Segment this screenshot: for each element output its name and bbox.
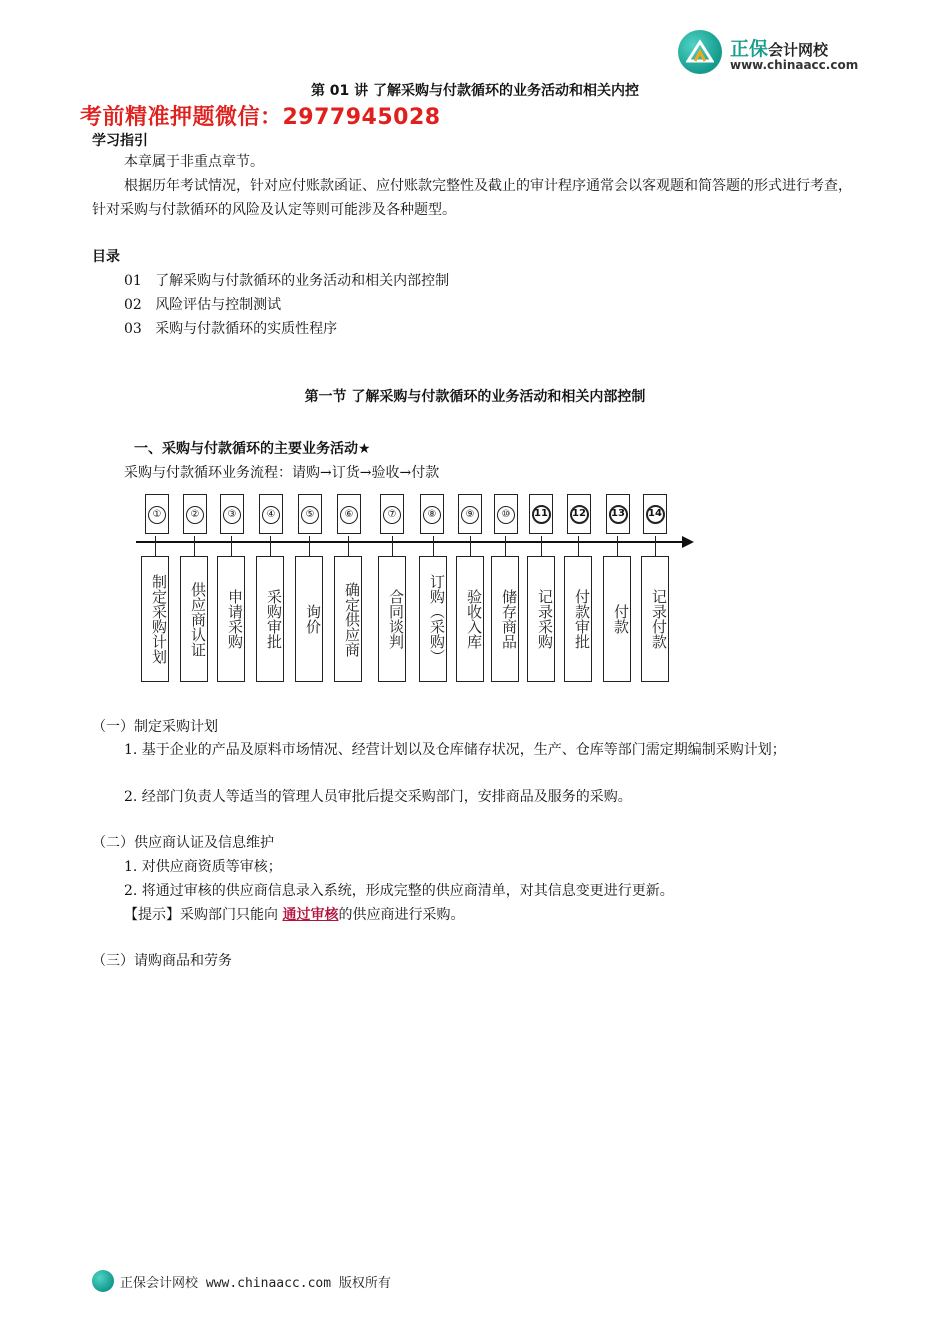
flow-step-number: 14: [643, 494, 667, 534]
flow-arrow-icon: [682, 536, 694, 548]
sub1-item-2: 2. 经部门负责人等适当的管理人员审批后提交采购部门，安排商品及服务的采购。: [124, 789, 632, 805]
guide-paragraph-1: 本章属于非重点章节。: [124, 154, 264, 170]
flow-step-number: ⑨: [458, 494, 482, 534]
flow-step-box: 供应商认证: [180, 556, 208, 682]
flow-step-number: 13: [606, 494, 630, 534]
flow-step-box: 记录采购: [527, 556, 555, 682]
flow-step-box: 询价: [295, 556, 323, 682]
brand-logo: [678, 30, 868, 76]
sub3-heading: （三）请购商品和劳务: [92, 953, 232, 969]
footer: [120, 1272, 391, 1291]
flow-tick: [505, 536, 506, 556]
flow-step-box: 申请采购: [217, 556, 245, 682]
flow-tick: [578, 536, 579, 556]
sub-heading: 一、采购与付款循环的主要业务活动★: [134, 441, 371, 457]
flow-step-box: 记录付款: [641, 556, 669, 682]
flow-step-box: 制定采购计划: [141, 556, 169, 682]
sub2-hint: [124, 904, 464, 924]
hint-prefix: 【提示】采购部门只能向: [124, 907, 283, 923]
flow-tick: [617, 536, 618, 556]
sub2-heading: （二）供应商认证及信息维护: [92, 835, 274, 851]
logo-url: www.chinaacc.com: [730, 58, 859, 72]
flow-tick: [392, 536, 393, 556]
flow-step-number: ⑧: [420, 494, 444, 534]
sub2-item-2: 2. 将通过审核的供应商信息录入系统，形成完整的供应商清单，对其信息变更进行更新。: [124, 883, 674, 899]
flow-step-number: ②: [183, 494, 207, 534]
flow-step-number: ⑦: [380, 494, 404, 534]
flow-tick: [470, 536, 471, 556]
flow-tick: [270, 536, 271, 556]
sub2-item-1: 1. 对供应商资质等审核；: [124, 859, 282, 875]
flow-step-number: ⑥: [337, 494, 361, 534]
flow-step-number: ⑩: [494, 494, 518, 534]
flow-step-number: ⑤: [298, 494, 322, 534]
flow-step-box: 合同谈判: [378, 556, 406, 682]
footer-logo-icon: [92, 1270, 114, 1292]
flow-step-box: 采购审批: [256, 556, 284, 682]
logo-emblem-icon: [678, 30, 722, 74]
footer-rights: 版权所有: [338, 1276, 391, 1291]
guide-heading: 学习指引: [92, 133, 148, 149]
flow-step-box: 确定供应商: [334, 556, 362, 682]
flow-step-box: 付款审批: [564, 556, 592, 682]
toc-heading: 目录: [92, 249, 120, 265]
flow-axis: [136, 541, 684, 543]
toc-item[interactable]: 01 了解采购与付款循环的业务活动和相关内部控制: [124, 273, 450, 289]
guide-paragraph-2: 根据历年考试情况，针对应付账款函证、应付账款完整性及截止的审计程序通常会以客观题和简答题的形式进行考查，针对采购与付款循环的风险及认定等则可能涉及各种题型。: [92, 178, 852, 218]
toc-item[interactable]: 03 采购与付款循环的实质性程序: [124, 321, 338, 337]
flow-tick: [231, 536, 232, 556]
flow-tick: [155, 536, 156, 556]
flow-caption: 采购与付款循环业务流程：请购→订货→验收→付款: [124, 465, 440, 481]
flow-tick: [655, 536, 656, 556]
flow-step-number: 11: [529, 494, 553, 534]
promo-banner: 考前精准押题微信：2977945028: [80, 105, 441, 130]
flow-tick: [309, 536, 310, 556]
sub1-heading: （一）制定采购计划: [92, 719, 218, 735]
footer-url[interactable]: www.chinaacc.com: [205, 1276, 332, 1291]
flow-step-number: 12: [567, 494, 591, 534]
flow-step-number: ④: [259, 494, 283, 534]
flow-tick: [348, 536, 349, 556]
flow-tick: [541, 536, 542, 556]
sub1-item-1: 1. 基于企业的产品及原料市场情况、经营计划以及仓库储存状况，生产、仓库等部门需定期编制采购计划；: [124, 742, 786, 758]
flow-step-number: ①: [145, 494, 169, 534]
flow-tick: [194, 536, 195, 556]
flow-step-box: 验收入库: [456, 556, 484, 682]
flow-step-box: 订购（采购）: [419, 556, 447, 682]
lecture-title: 第 01 讲 了解采购与付款循环的业务活动和相关内控: [310, 83, 640, 99]
hint-link[interactable]: 通过审核: [282, 907, 339, 923]
flow-step-box: 储存商品: [491, 556, 519, 682]
footer-brand: 正保会计网校: [120, 1276, 199, 1291]
toc-item[interactable]: 02 风险评估与控制测试: [124, 297, 282, 313]
hint-suffix: 的供应商进行采购。: [338, 907, 465, 923]
flow-tick: [433, 536, 434, 556]
flow-step-box: 付款: [603, 556, 631, 682]
process-flow-diagram: [120, 488, 700, 694]
flow-step-number: ③: [220, 494, 244, 534]
section-title: 第一节 了解采购与付款循环的业务活动和相关内部控制: [304, 389, 646, 405]
logo-name: 正保会计网校: [730, 38, 829, 60]
